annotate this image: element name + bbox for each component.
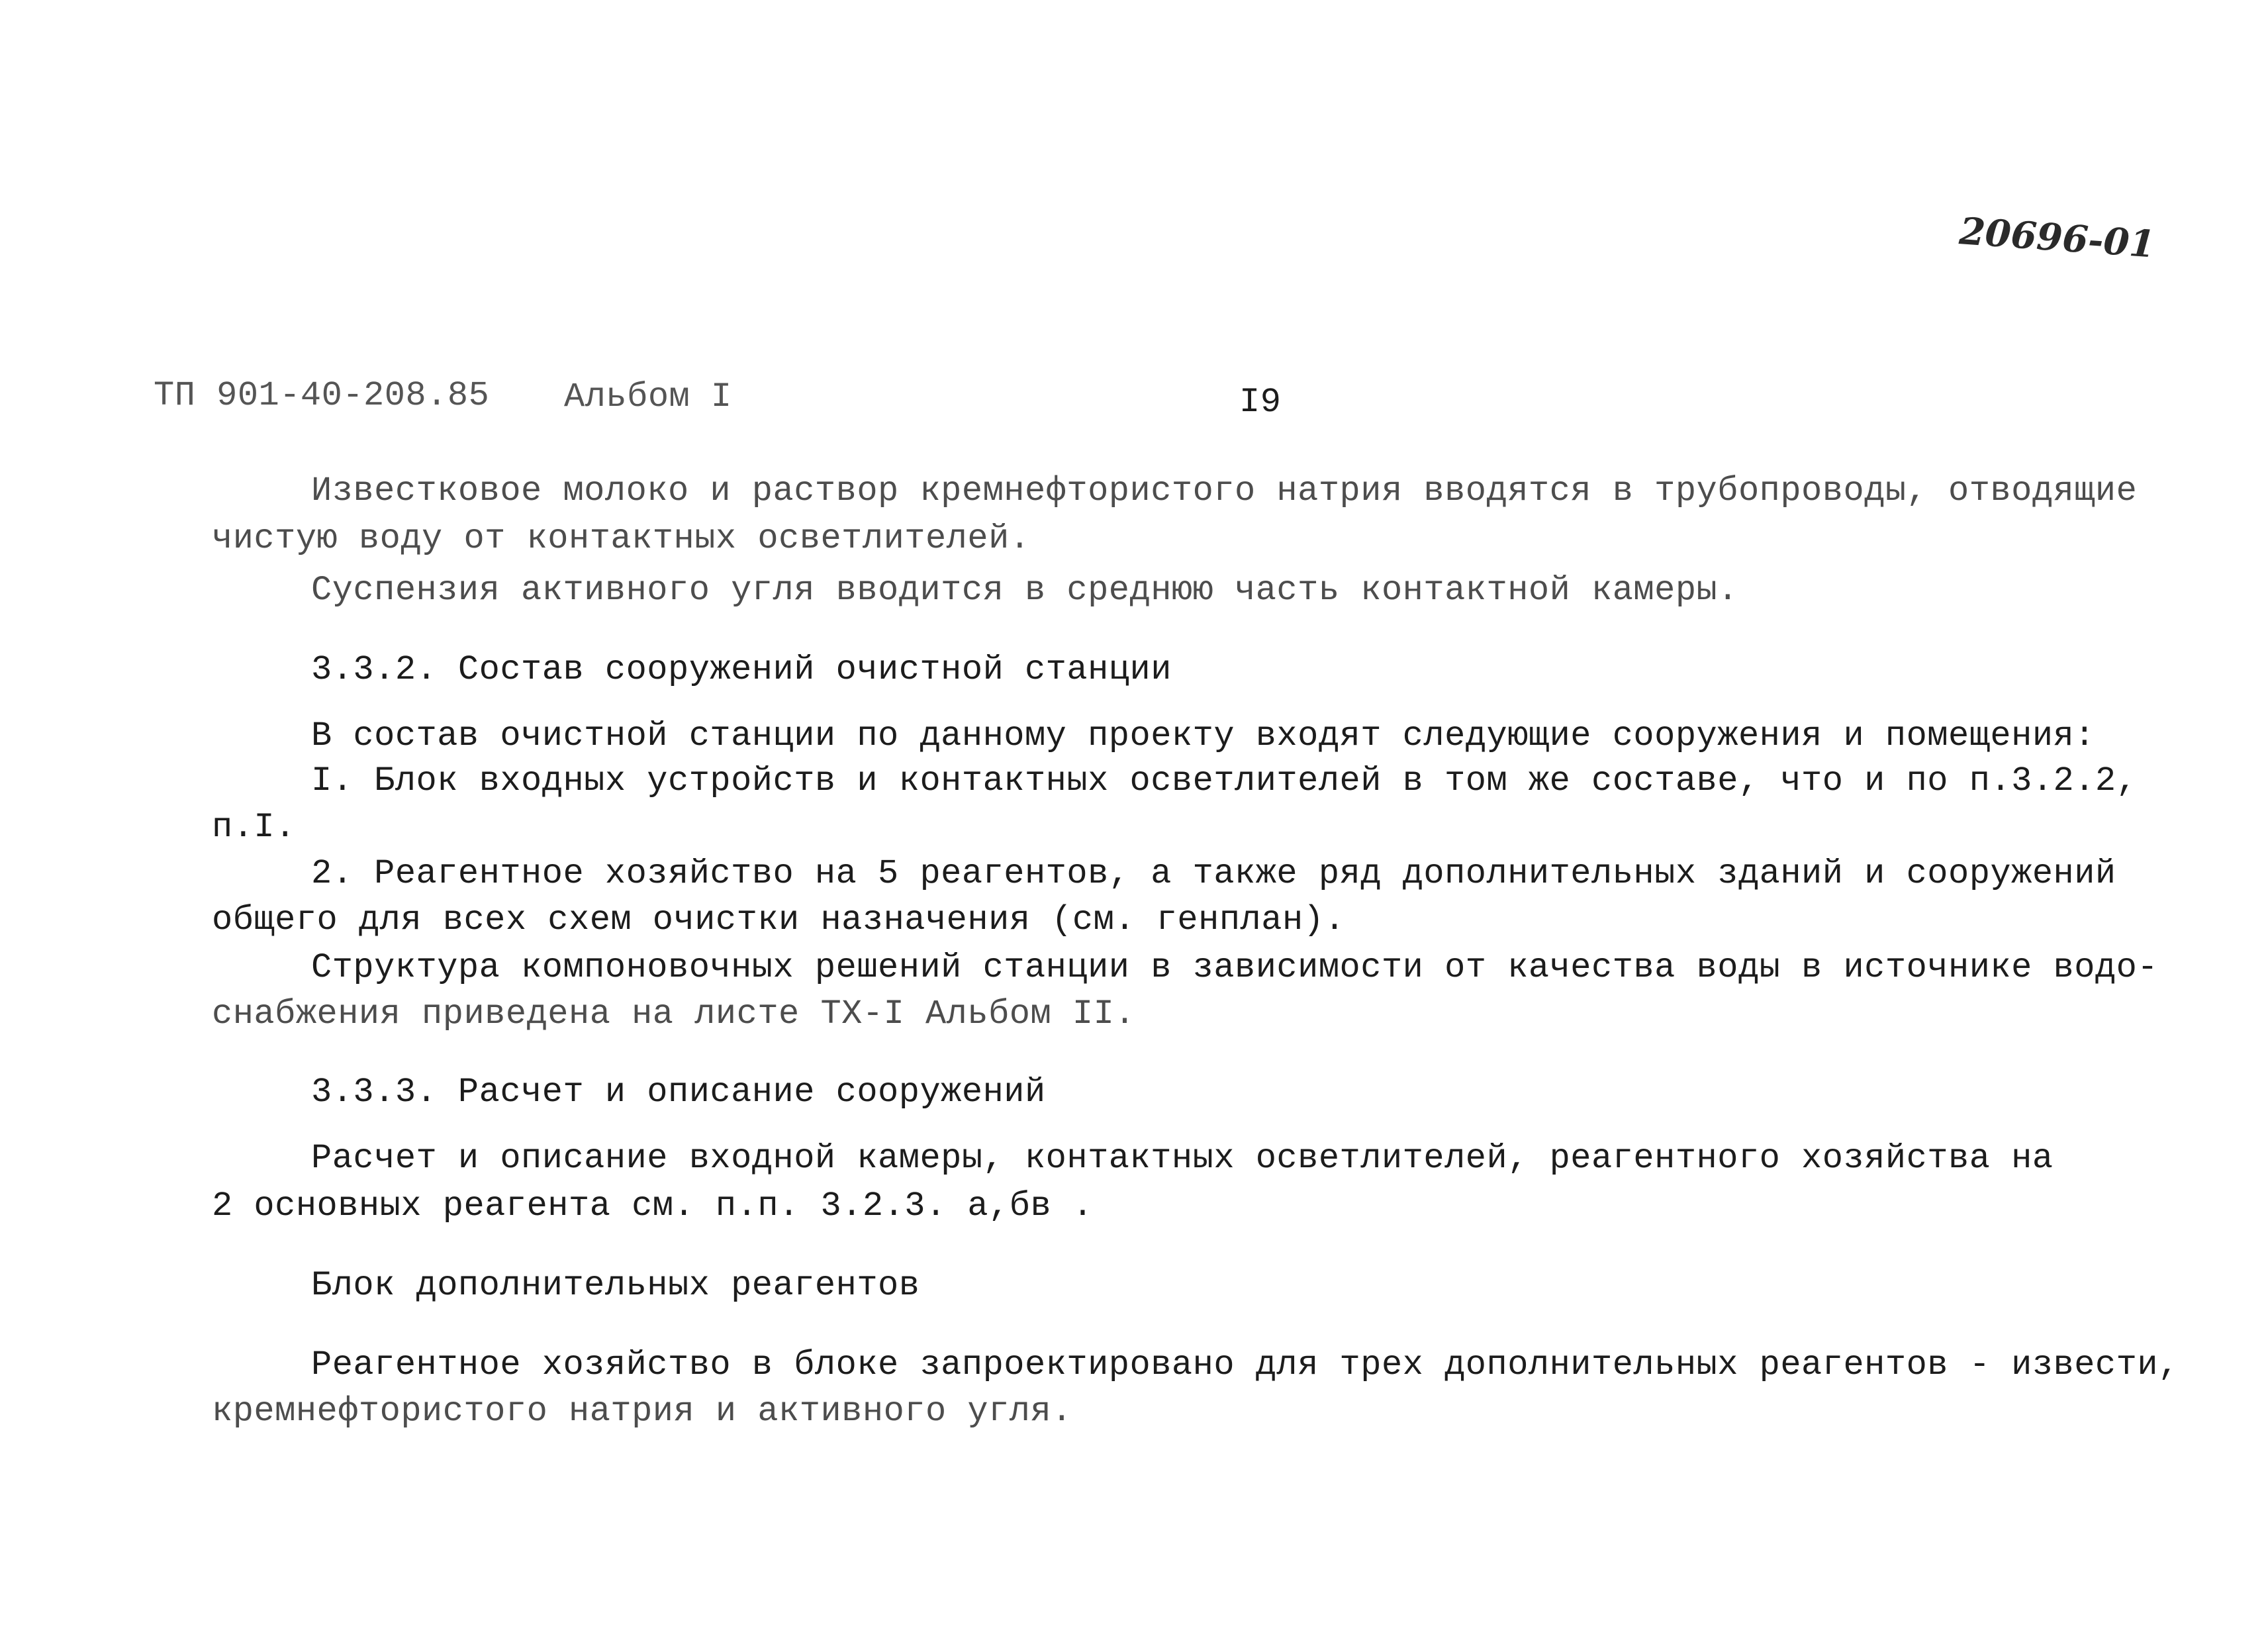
document-code: ТП 901-40-208.85: [154, 376, 490, 415]
paragraph-line: Расчет и описание входной камеры, контактных осветлителей, реагентного хозяйства на: [311, 1139, 2054, 1178]
paragraph-line: Суспензия активного угля вводится в среднюю часть контактной камеры.: [311, 571, 1738, 610]
section-heading-3-3-3: 3.3.3. Расчет и описание сооружений: [311, 1073, 1046, 1112]
paragraph-line: кремнефтористого натрия и активного угля.: [212, 1392, 1072, 1431]
block-heading: Блок дополнительных реагентов: [311, 1266, 920, 1305]
paragraph-line: Известковое молоко и раствор кремнефтористого натрия вводятся в трубопроводы, отводящие: [311, 471, 2138, 510]
album-label: Альбом I: [564, 377, 732, 416]
paragraph-line: Структура компоновочных решений станции в зависимости от качества воды в источнике водо-: [311, 948, 2159, 987]
paragraph-line: Реагентное хозяйство в блоке запроектировано для трех дополнительных реагентов - извести,: [311, 1345, 2179, 1384]
paragraph-line: чистую воду от контактных осветлителей.: [212, 519, 1031, 558]
paragraph-line: снабжения приведена на листе ТХ-I Альбом II.: [212, 994, 1136, 1034]
paragraph-line: 2 основных реагента см. п.п. 3.2.3. а,бв .: [212, 1186, 1094, 1226]
list-item-1-continuation: п.I.: [212, 808, 296, 847]
paragraph-line: В состав очистной станции по данному проекту входят следующие сооружения и помещения:: [311, 716, 2095, 755]
handwritten-document-number: 20696-01: [1958, 209, 2157, 267]
list-item-2: 2. Реагентное хозяйство на 5 реагентов, а также ряд дополнительных зданий и сооружений: [311, 854, 2116, 893]
list-item-2-continuation: общего для всех схем очистки назначения (см. генплан).: [212, 900, 1346, 940]
list-item-1: I. Блок входных устройств и контактных осветлителей в том же составе, что и по п.3.2.2,: [311, 761, 2138, 800]
page-number: I9: [1239, 383, 1282, 422]
section-heading-3-3-2: 3.3.2. Состав сооружений очистной станции: [311, 650, 1172, 689]
